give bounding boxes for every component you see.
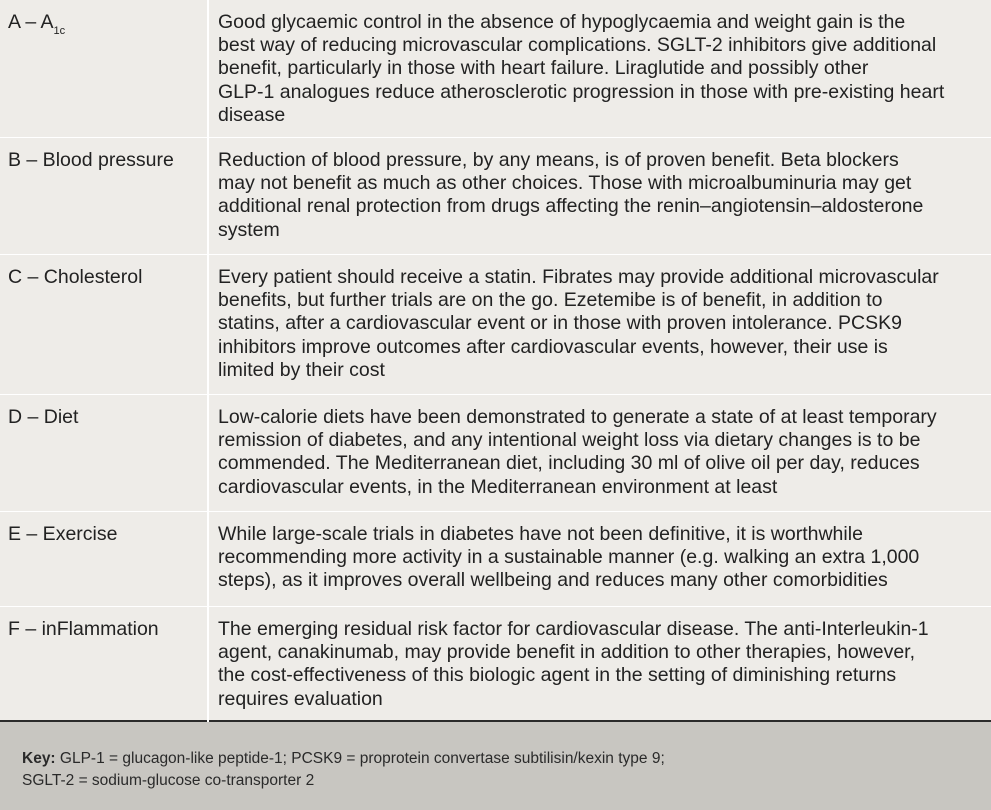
row-description-blood-pressure: Reduction of blood pressure, by any means, is of proven benefit. Beta blockers may not benefit as much as other choices. Those with microalbuminuria may get additional renal protection from drugs affecting the renin–angiotensin–aldosterone system bbox=[218, 149, 924, 241]
key-footnote bbox=[0, 722, 991, 810]
row-label-inflammation: F – inFlammation bbox=[8, 618, 159, 640]
row-description-a1c: Good glycaemic control in the absence of hypoglycaemia and weight gain is the best way of reducing microvascular complications. SGLT-2 inhibitors give additional benefit, particularly in those with heart failure. Liraglutide and possibly other GLP-1 analogues reduce atherosclerotic progression in those with pre-existing heart disease bbox=[218, 11, 945, 126]
column-divider bbox=[207, 0, 209, 722]
table-row-blood-pressure bbox=[0, 138, 991, 255]
table-row-inflammation bbox=[0, 607, 991, 722]
row-label-diet: D – Diet bbox=[8, 406, 79, 428]
key-line-1: Key: GLP-1 = glucagon-like peptide-1; PCSK9 = proprotein convertase subtilisin/kexin type 9; bbox=[22, 750, 665, 767]
table-row-diet bbox=[0, 395, 991, 512]
row-description-inflammation: The emerging residual risk factor for cardiovascular disease. The anti-Interleukin-1 agent, canakinumab, may provide benefit in addition to other therapies, however, the cost-effectiveness of this biologic agent in the setting of diminishing returns requires evaluation bbox=[218, 618, 929, 710]
key-heading: Key: bbox=[22, 750, 56, 767]
row-label-exercise: E – Exercise bbox=[8, 523, 118, 545]
row-description-exercise: While large-scale trials in diabetes have not been definitive, it is worthwhile recommending more activity in a sustainable manner (e.g. walking an extra 1,000 steps), as it improves overall wellbeing and reduces many other comorbidities bbox=[218, 523, 920, 592]
row-label-cholesterol: C – Cholesterol bbox=[8, 266, 143, 288]
key-text bbox=[22, 748, 665, 792]
row-label-blood-pressure: B – Blood pressure bbox=[8, 149, 174, 171]
table-row-a1c bbox=[0, 0, 991, 138]
table-row-exercise bbox=[0, 512, 991, 607]
table-row-cholesterol bbox=[0, 255, 991, 395]
row-label-a1c: A – $A_{1c}$ bbox=[8, 11, 66, 37]
key-line-2: SGLT-2 = sodium-glucose co-transporter 2 bbox=[22, 772, 315, 789]
row-description-diet: Low-calorie diets have been demonstrated to generate a state of at least temporary remission of diabetes, and any intentional weight loss via dietary changes is to be commended. The Mediterranean diet, including 30 ml of olive oil per day, reduces cardiovascular events, in the Mediterranean environment at least bbox=[218, 406, 937, 498]
row-description-cholesterol: Every patient should receive a statin. Fibrates may provide additional microvascular benefits, but further trials are on the go. Ezetemibe is of benefit, in addition to statins, after a cardiovascular event or in those with proven intolerance. PCSK9 inhibitors improve outcomes after cardiovascular events, however, their use is limited by their cost bbox=[218, 266, 939, 381]
